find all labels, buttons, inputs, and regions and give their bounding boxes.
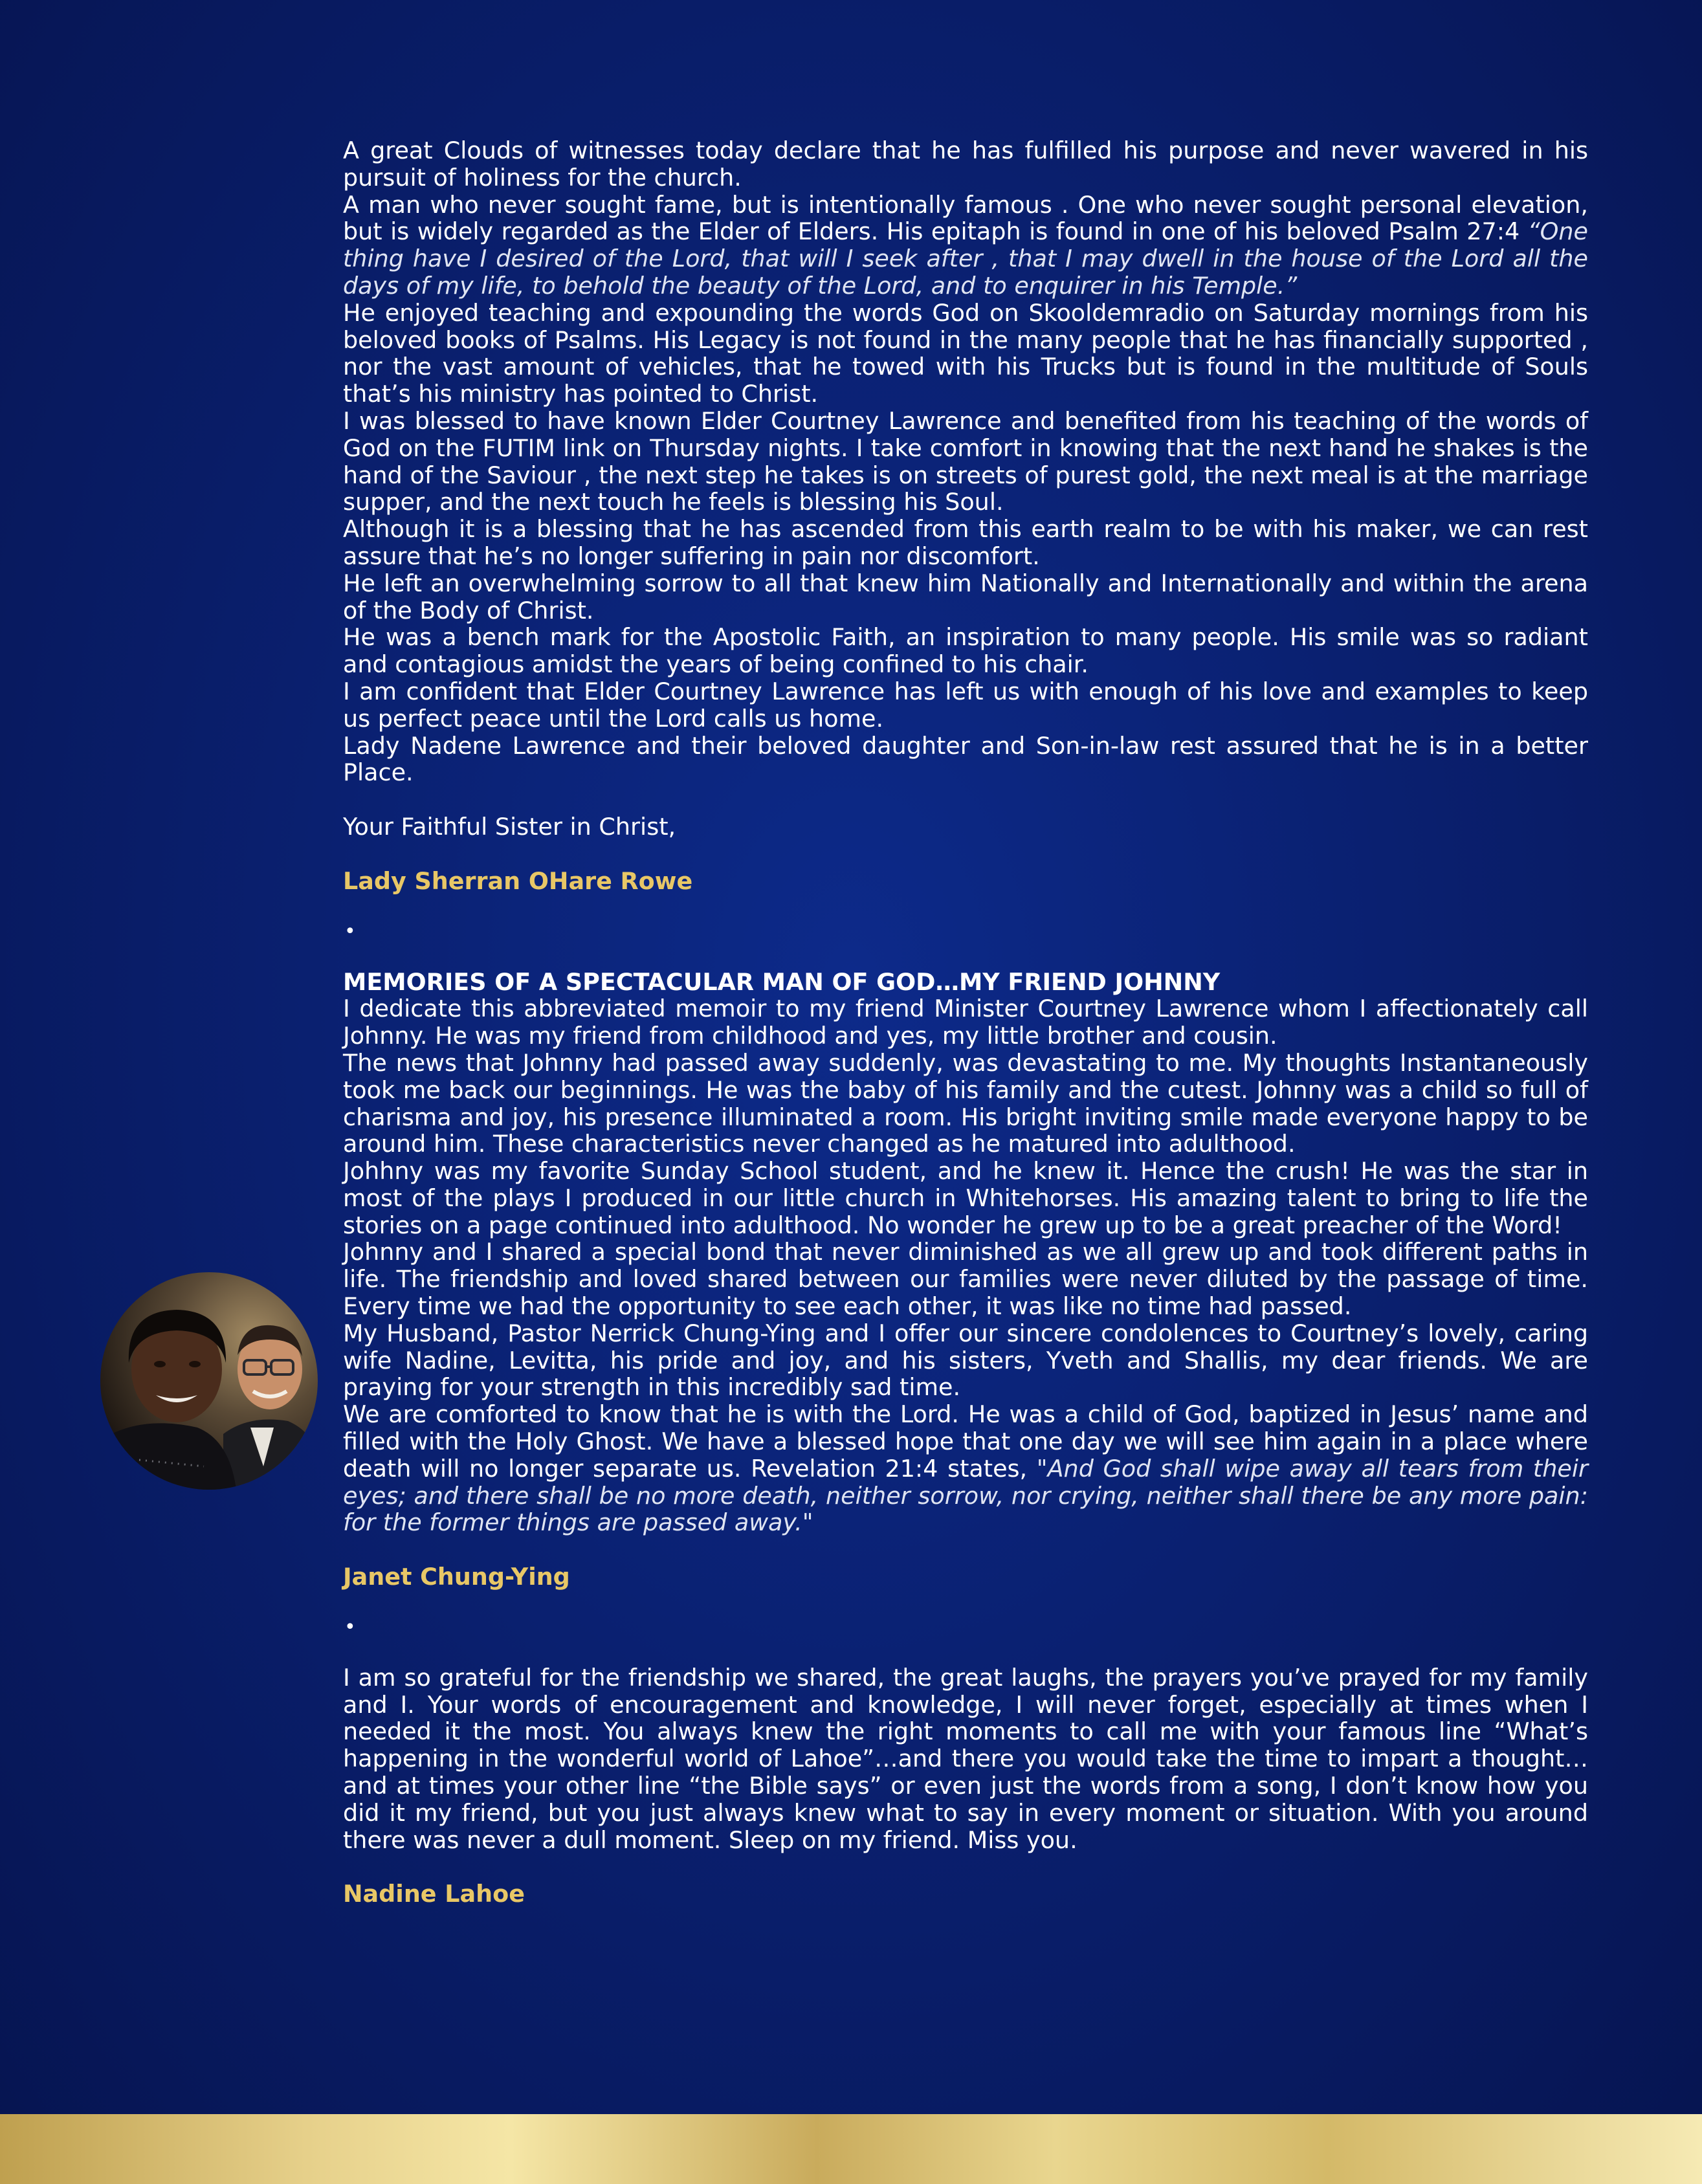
tribute2-paragraph: My Husband, Pastor Nerrick Chung-Ying and I offer our sincere condolences to Courtney’s lovely, caring wife Nadine, Levitta, his pride and joy, and his sisters, Yveth and Shallis, my dear friends. We are praying for your strength in this incredibly sad time. (343, 1319, 1588, 1402)
tribute3-paragraph: I am so grateful for the friendship we shared, the great laughs, the prayers you’ve prayed for my family and I. Your words of encouragement and knowledge, I will never forget, especially at times when I needed it the most. You always knew the right moments to call me with your famous line “What’s happening in the wonderful world of Lahoe”…and there you would take the time to impart a thought…and at times your other line “the Bible says” or even just the words from a song, I don’t know how you did it my friend, but you just always knew what to say in every moment or situation. With you around there was never a dull moment. Sleep on my friend. Miss you. (343, 1663, 1588, 1854)
tribute1-paragraph: I was blessed to have known Elder Courtney Lawrence and benefited from his teaching of the words of God on the FUTIM link on Thursday nights. I take comfort in knowing that the next hand he shakes is the hand of the Saviour , the next step he takes is on streets of purest gold, the next meal is at the marriage supper, and the next touch he feels is blessing his Soul. (343, 406, 1588, 516)
tribute1-paragraph: Although it is a blessing that he has ascended from this earth realm to be with his maker, we can rest assure that he’s no longer suffering in pain nor discomfort. (343, 515, 1588, 570)
gold-footer-bar (0, 2114, 1702, 2184)
tribute2-paragraph: I dedicate this abbreviated memoir to my friend Minister Courtney Lawrence whom I affectionately call Johnny. He was my friend from childhood and yes, my little brother and cousin. (343, 995, 1588, 1050)
tribute1-text: A man who never sought fame, but is intentionally famous . One who never sought personal elevation, but is widely regarded as the Elder of Elders. His epitaph is found in one of his beloved Psalm 27:4 (343, 190, 1588, 246)
tribute2-heading: MEMORIES OF A SPECTACULAR MAN OF GOD…MY FRIEND JOHNNY (343, 967, 1221, 996)
tribute1-paragraph: He enjoyed teaching and expounding the words God on Skooldemradio on Saturday mornings from his beloved books of Psalms. His Legacy is not found in the many people that he has financially supported , nor the vast amount of vehicles, that he towed with his Trucks but is found in the multitude of Souls that’s his ministry has pointed to Christ. (343, 298, 1588, 408)
couple-photo-illustration (100, 1272, 318, 1490)
psalm-quote: “One thing have I desired of the Lord, that will I seek after , that I may dwell in the house of the Lord all the days of my life, to behold the beauty of the Lord, and to enquirer in his Temple.” (343, 217, 1588, 300)
tribute1-paragraph: He left an overwhelming sorrow to all that knew him Nationally and Internationally and within the arena of the Body of Christ. (343, 569, 1588, 624)
tribute1-paragraph: A great Clouds of witnesses today declare that he has fulfilled his purpose and never wavered in his pursuit of holiness for the church. (343, 137, 1588, 192)
tribute1-paragraph (343, 192, 1588, 300)
revelation-quote: "And God shall wipe away all tears from their eyes; and there shall be no more death, neither sorrow, nor crying, neither shall there be any more pain: for the former things are passed away." (343, 1454, 1588, 1537)
tribute1-paragraph: He was a bench mark for the Apostolic Faith, an inspiration to many people. His smile was so radiant and contagious amidst the years of being confined to his chair. (343, 623, 1588, 679)
couple-photo (100, 1272, 318, 1490)
tribute1-paragraph: I am confident that Elder Courtney Lawrence has left us with enough of his love and examples to keep us perfect peace until the Lord calls us home. (343, 677, 1588, 733)
tribute2-paragraph: Johhny was my favorite Sunday School student, and he knew it. Hence the crush! He was the star in most of the plays I produced in our little church in Whitehorses. His amazing talent to bring to life the stories on a page continued into adulthood. No wonder he grew up to be a great preacher of the Word! (343, 1157, 1588, 1239)
signature-nadine: Nadine Lahoe (343, 1880, 525, 1908)
bullet-separator: • (344, 1616, 356, 1639)
tribute2-text: We are comforted to know that he is with the Lord. He was a child of God, baptized in Jesus’ name and filled with the Holy Ghost. We have a blessed hope that one day we will see him again in a place where death will no longer separate us. Revelation 21:4 states, (343, 1400, 1588, 1483)
signature-sherran: Lady Sherran OHare Rowe (343, 866, 693, 895)
memorial-text (343, 137, 1588, 1908)
tribute2-paragraph (343, 1401, 1588, 1536)
signature-janet: Janet Chung-Ying (343, 1563, 570, 1591)
closing-line: Your Faithful Sister in Christ, (343, 813, 676, 841)
tribute2-paragraph: The news that Johnny had passed away suddenly, was devastating to me. My thoughts Instantaneously took me back our beginnings. He was the baby of his family and the cutest. Johnny was a child so full of charisma and joy, his presence illuminated a room. His bright inviting smile made everyone happy to be around him. These characteristics never changed as he matured into adulthood. (343, 1048, 1588, 1158)
bullet-separator: • (344, 920, 356, 943)
tribute2-paragraph: Johnny and I shared a special bond that never diminished as we all grew up and took different paths in life. The friendship and loved shared between our families were never diluted by the passage of time. Every time we had the opportunity to see each other, it was like no time had passed. (343, 1238, 1588, 1321)
tribute1-paragraph: Lady Nadene Lawrence and their beloved daughter and Son-in-law rest assured that he is in a better Place. (343, 731, 1588, 787)
